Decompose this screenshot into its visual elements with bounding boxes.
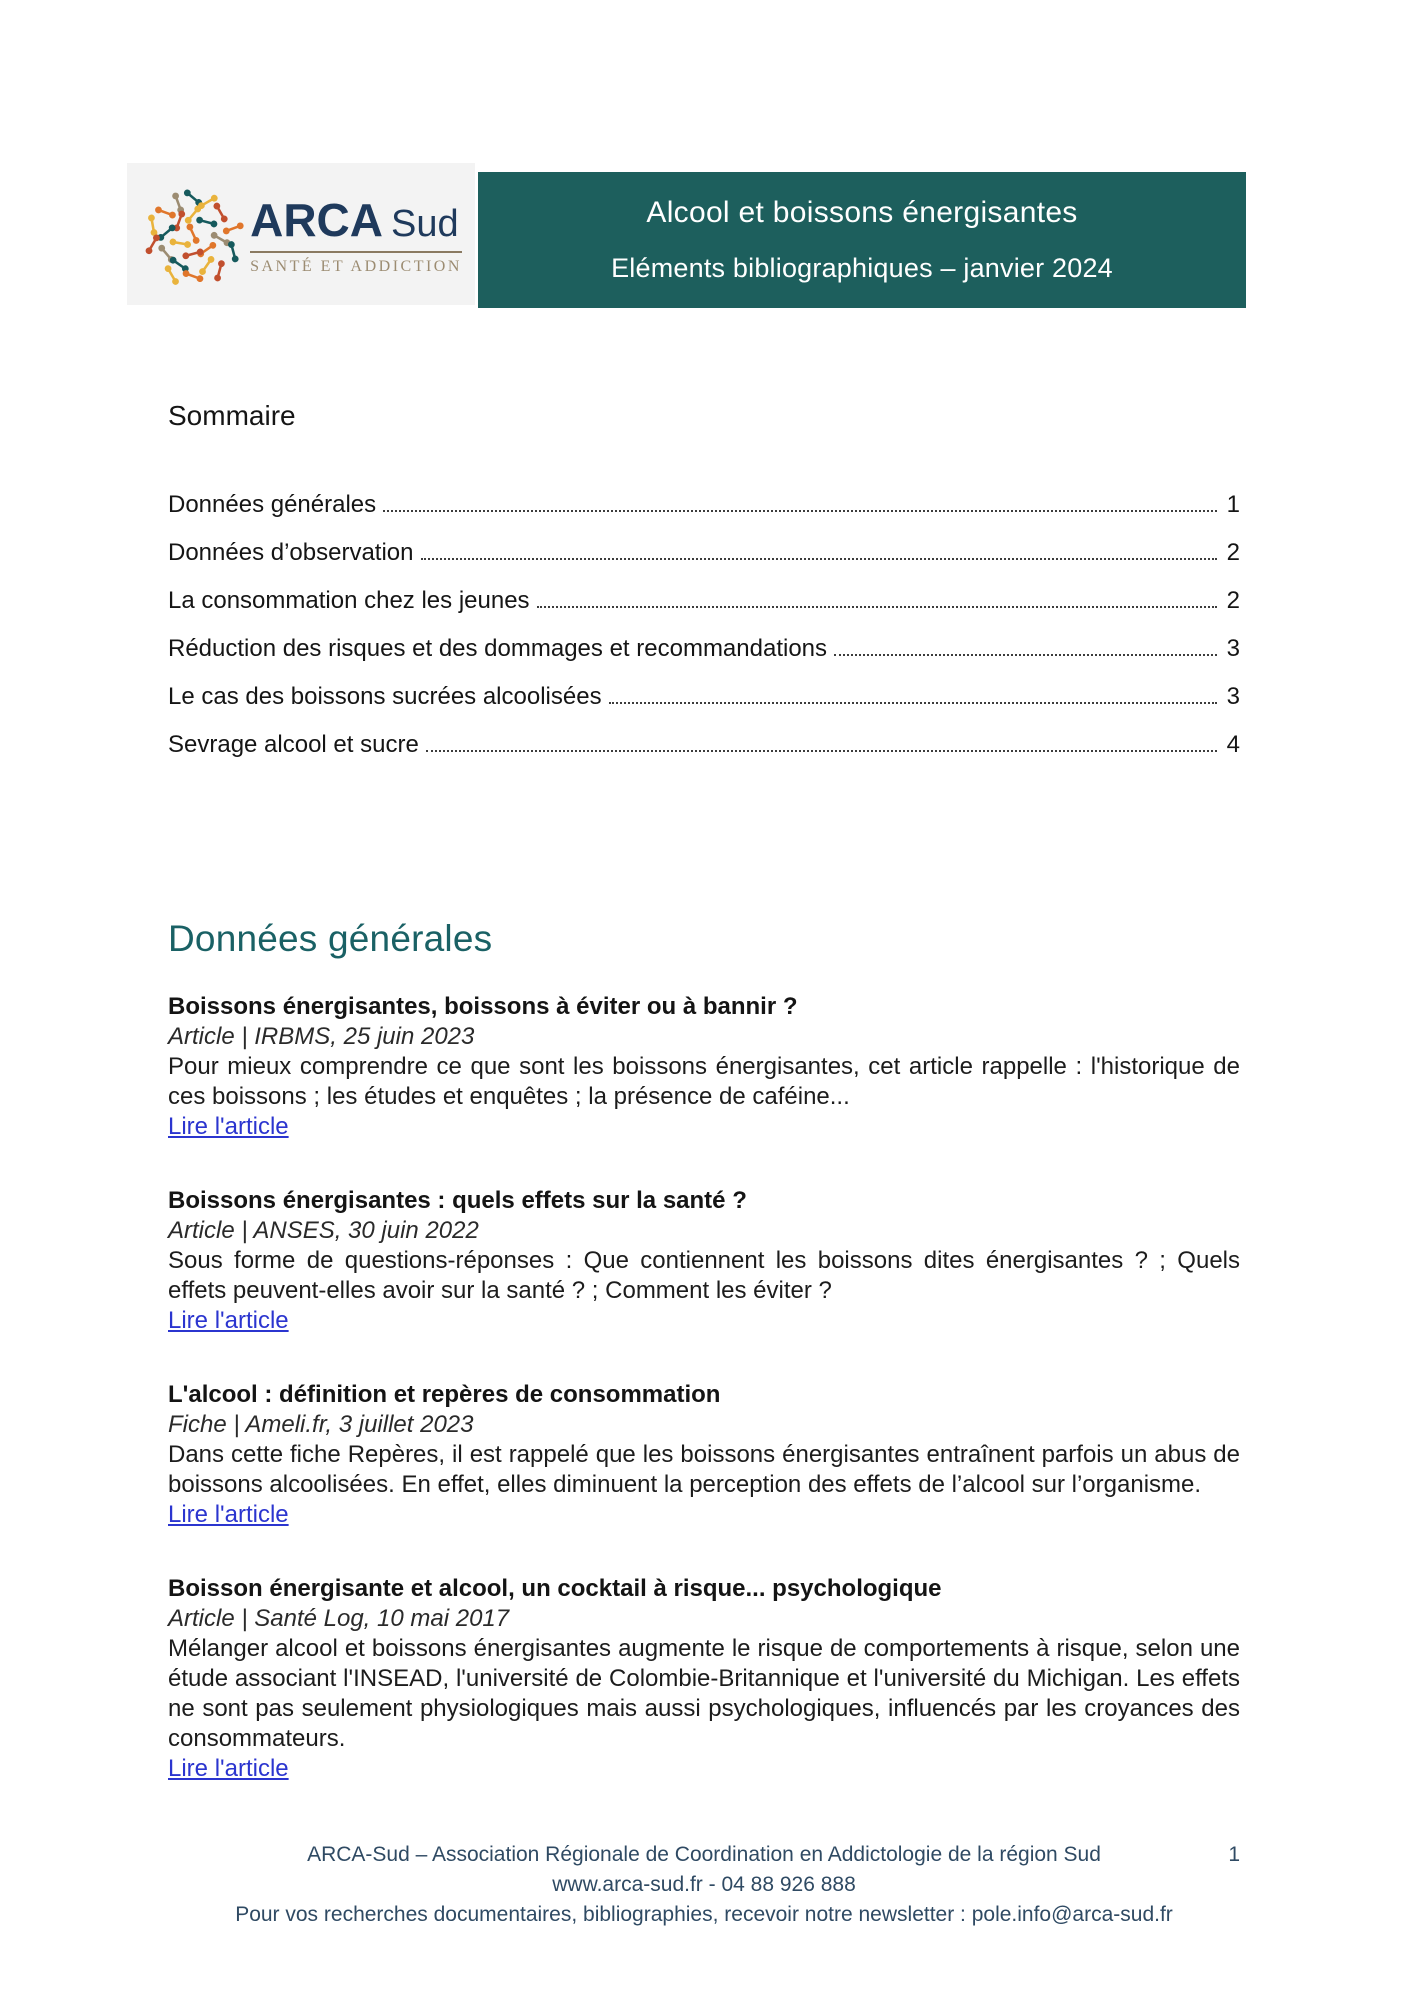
logo-tagline: SANTÉ ET ADDICTION [250,257,462,275]
toc-entry-page: 1 [1226,491,1240,518]
entry-description: Dans cette fiche Repères, il est rappelé que les boissons énergisantes entraînent parfois un abus de boissons alcoolisées. En effet, elles diminuent la perception des effets de l’alcool sur l’organisme. [168,1441,1240,1498]
bibliography-entry [168,1380,1240,1530]
section-heading: Données générales [168,918,493,959]
toc-entry-label: Sevrage alcool et sucre [168,731,419,758]
toc-entry-page: 3 [1226,635,1240,662]
logo-brand-suffix-text: Sud [390,202,459,245]
toc-entry[interactable] [168,586,1240,616]
toc-heading: Sommaire [168,400,296,431]
toc-entry-label: Données d’observation [168,539,414,566]
entry-source: Fiche | Ameli.fr, 3 juillet 2023 [168,1411,474,1438]
toc-leader-dots [421,558,1217,560]
entry-description: Pour mieux comprendre ce que sont les boissons énergisantes, cet article rappelle : l'historique de ces boissons ; les études et enquêtes ; la présence de caféine... [168,1053,1240,1110]
bibliography-list [168,992,1240,1784]
toc-entry-page: 2 [1226,539,1240,566]
read-article-link[interactable]: Lire l'article [168,1307,289,1334]
footer-association-line: ARCA-Sud – Association Régionale de Coordination en Addictologie de la région Sud [307,1843,1101,1866]
logo-brand-text: ARCA [250,193,383,246]
page-content [168,400,1240,1828]
entry-title: Boisson énergisante et alcool, un cocktail à risque... psychologique [168,1575,942,1602]
entry-source: Article | IRBMS, 25 juin 2023 [168,1023,475,1050]
toc-leader-dots [426,750,1217,752]
page-footer [168,1840,1240,1930]
toc-entry-label: La consommation chez les jeunes [168,587,530,614]
toc-entry[interactable] [168,730,1240,760]
entry-title: Boissons énergisantes : quels effets sur la santé ? [168,1187,747,1214]
toc-entry[interactable] [168,682,1240,712]
footer-newsletter-line: Pour vos recherches documentaires, bibliographies, recevoir notre newsletter : pole.info@arca-sud.fr [235,1903,1173,1926]
entry-title: Boissons énergisantes, boissons à éviter ou à bannir ? [168,993,798,1020]
toc-entry-label: Données générales [168,491,377,518]
toc-entry-label: Réduction des risques et des dommages et recommandations [168,635,828,662]
entry-source: Article | ANSES, 30 juin 2022 [168,1217,479,1244]
document-title: Alcool et boissons énergisantes [646,195,1078,229]
read-article-link[interactable]: Lire l'article [168,1755,289,1782]
entry-title: L'alcool : définition et repères de consommation [168,1381,721,1408]
table-of-contents [168,490,1240,760]
logo-divider [250,251,462,253]
toc-leader-dots [609,702,1217,704]
document-subtitle: Eléments bibliographiques – janvier 2024 [611,253,1113,284]
toc-entry[interactable] [168,634,1240,664]
toc-leader-dots [537,606,1217,608]
bibliography-entry [168,1186,1240,1336]
arca-sud-logo [127,163,475,305]
read-article-link[interactable]: Lire l'article [168,1113,289,1140]
toc-leader-dots [383,510,1216,512]
entry-description: Sous forme de questions-réponses : Que contiennent les boissons dites énergisantes ? ; Quels effets peuvent-elles avoir sur la santé ? ; Comment les éviter ? [168,1247,1240,1304]
molecule-cluster-icon [140,186,246,292]
toc-entry-label: Le cas des boissons sucrées alcoolisées [168,683,602,710]
read-article-link[interactable]: Lire l'article [168,1501,289,1528]
bibliography-entry [168,992,1240,1142]
toc-leader-dots [834,654,1217,656]
toc-entry-page: 2 [1226,587,1240,614]
page-number: 1 [1228,1843,1240,1866]
toc-entry[interactable] [168,538,1240,568]
footer-contact-line: www.arca-sud.fr - 04 88 926 888 [552,1873,856,1896]
entry-description: Mélanger alcool et boissons énergisantes augmente le risque de comportements à risque, selon une étude associant l'INSEAD, l'université de Colombie-Britannique et l'université du Michigan. Les effets ne sont pas seulement physiologiques mais aussi psychologiques, influencés par les croyances des consommateurs. [168,1635,1240,1752]
toc-entry-page: 4 [1226,731,1240,758]
toc-entry-page: 3 [1226,683,1240,710]
entry-source: Article | Santé Log, 10 mai 2017 [168,1605,510,1632]
title-banner [478,172,1246,308]
toc-entry[interactable] [168,490,1240,520]
bibliography-entry [168,1574,1240,1784]
